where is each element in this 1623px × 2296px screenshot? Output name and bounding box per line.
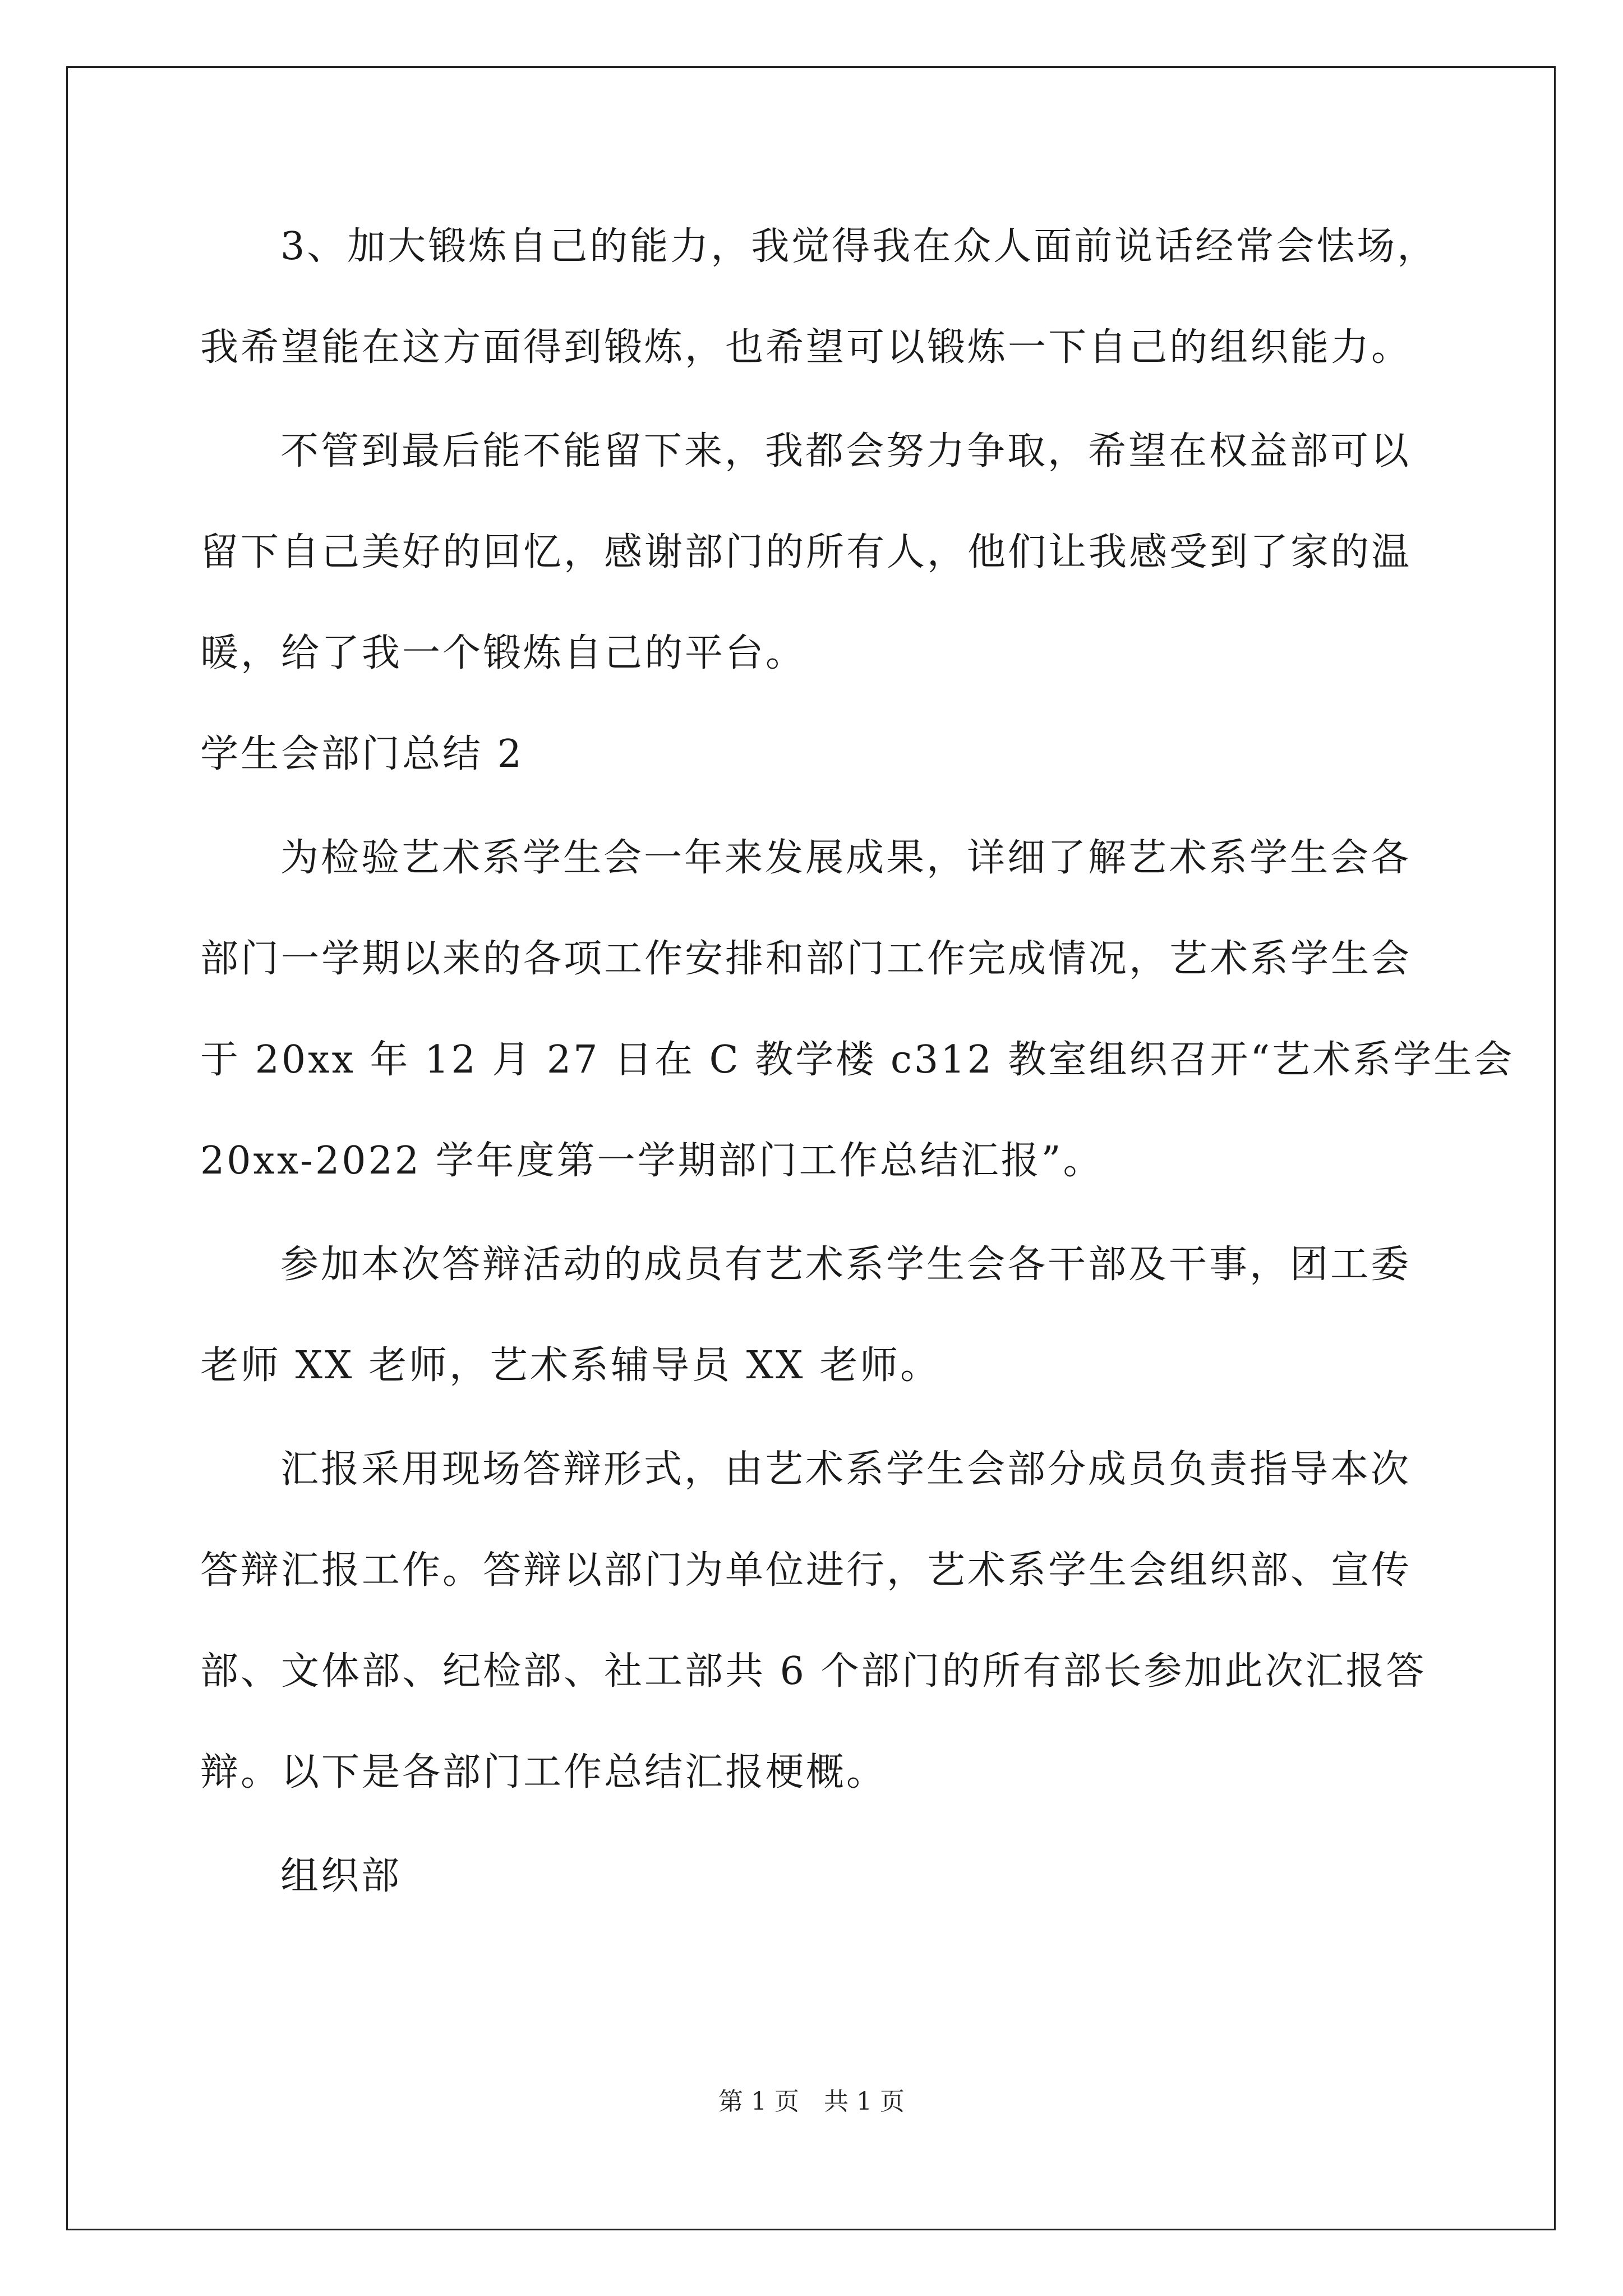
paragraph-line: 留下自己美好的回忆，感谢部门的所有人，他们让我感受到了家的温 <box>200 530 1412 574</box>
paragraph-line: 部、文体部、纪检部、社工部共 6 个部门的所有部长参加此次汇报答 <box>200 1649 1427 1694</box>
section-heading: 学生会部门总结 2 <box>200 732 524 776</box>
paragraph-line: 汇报采用现场答辩形式，由艺术系学生会部分成员负责指导本次 <box>280 1447 1412 1492</box>
subsection-heading: 组织部 <box>280 1854 402 1898</box>
paragraph-line: 辩。以下是各部门工作总结汇报梗概。 <box>200 1750 887 1795</box>
paragraph-line: 部门一学期以来的各项工作安排和部门工作完成情况，艺术系学生会 <box>200 937 1412 981</box>
paragraph-line: 暖，给了我一个锻炼自己的平台。 <box>200 631 806 675</box>
paragraph-line: 答辩汇报工作。答辩以部门为单位进行，艺术系学生会组织部、宣传 <box>200 1548 1412 1593</box>
paragraph-line: 20xx-2022 学年度第一学期部门工作总结汇报”。 <box>200 1139 1104 1183</box>
paragraph-line: 3、加大锻炼自己的能力，我觉得我在众人面前说话经常会怯场， <box>280 224 1438 269</box>
paragraph-line: 于 20xx 年 12 月 27 日在 C 教学楼 c312 教室组织召开“艺术系学生会 <box>200 1038 1515 1082</box>
paragraph-line: 参加本次答辩活动的成员有艺术系学生会各干部及干事，团工委 <box>280 1243 1412 1287</box>
paragraph-line: 老师 XX 老师，艺术系辅导员 XX 老师。 <box>200 1343 941 1388</box>
paragraph-line: 不管到最后能不能留下来，我都会努力争取，希望在权益部可以 <box>280 429 1412 473</box>
paragraph-line: 我希望能在这方面得到锻炼，也希望可以锻炼一下自己的组织能力。 <box>200 325 1412 370</box>
page-footer: 第 1 页 共 1 页 <box>718 2087 905 2116</box>
paragraph-line: 为检验艺术系学生会一年来发展成果，详细了解艺术系学生会各 <box>280 836 1412 880</box>
